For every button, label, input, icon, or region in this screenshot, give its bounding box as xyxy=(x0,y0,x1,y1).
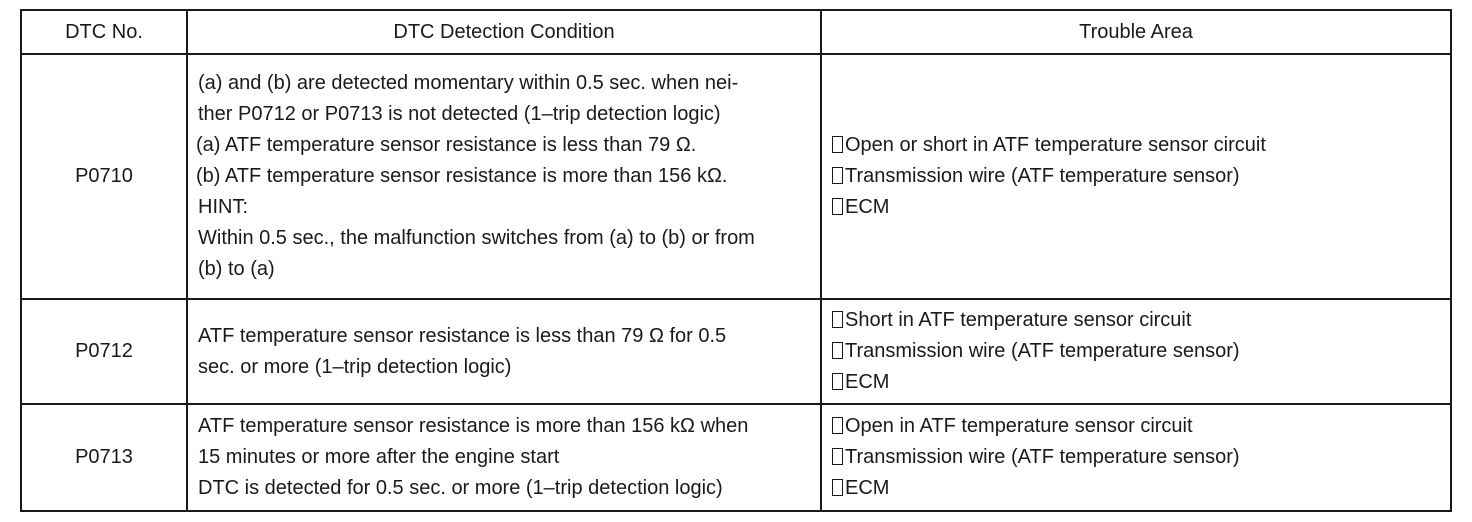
table-row xyxy=(21,404,1451,511)
condition-line: (a) and (b) are detected momentary within 0.5 sec. when nei- xyxy=(198,72,739,94)
trouble-item xyxy=(832,473,1440,504)
checkbox-bullet-icon xyxy=(832,342,843,359)
trouble-area xyxy=(821,54,1451,299)
table-row xyxy=(21,299,1451,404)
trouble-item-text: ECM xyxy=(845,371,890,393)
trouble-item-text: Transmission wire (ATF temperature sensor) xyxy=(845,340,1240,362)
dtc-table xyxy=(20,9,1452,512)
condition-line: DTC is detected for 0.5 sec. or more (1–trip detection logic) xyxy=(198,477,723,499)
condition-line: 15 minutes or more after the engine start xyxy=(198,446,560,468)
trouble-item xyxy=(832,130,1440,161)
table-header-row xyxy=(21,10,1451,54)
checkbox-bullet-icon xyxy=(832,136,843,153)
condition-line: ATF temperature sensor resistance is less than 79 Ω for 0.5 xyxy=(198,324,727,347)
trouble-item-text: Open in ATF temperature sensor circuit xyxy=(845,415,1193,437)
condition-line: sec. or more (1–trip detection logic) xyxy=(198,355,512,378)
checkbox-bullet-icon xyxy=(832,167,843,184)
trouble-item xyxy=(832,367,1440,398)
detection-condition xyxy=(187,54,821,299)
checkbox-bullet-icon xyxy=(832,417,843,434)
trouble-item xyxy=(832,442,1440,473)
trouble-item-text: Short in ATF temperature sensor circuit xyxy=(845,309,1192,331)
condition-line: (a) ATF temperature sensor resistance is less than 79 Ω. xyxy=(196,134,697,156)
table-row xyxy=(21,54,1451,299)
condition-line: ATF temperature sensor resistance is more than 156 kΩ when xyxy=(198,415,749,437)
dtc-code: P0712 xyxy=(21,299,187,404)
dtc-code: P0713 xyxy=(21,404,187,511)
trouble-item xyxy=(832,161,1440,192)
condition-line: (b) ATF temperature sensor resistance is more than 156 kΩ. xyxy=(196,165,728,187)
condition-line: ther P0712 or P0713 is not detected (1–trip detection logic) xyxy=(198,103,721,125)
header-detection-condition: DTC Detection Condition xyxy=(187,10,821,54)
checkbox-bullet-icon xyxy=(832,198,843,215)
trouble-item xyxy=(832,336,1440,367)
header-dtc-no: DTC No. xyxy=(21,10,187,54)
trouble-item-text: Transmission wire (ATF temperature sensor) xyxy=(845,165,1240,187)
trouble-item-text: Transmission wire (ATF temperature sensor) xyxy=(845,446,1240,468)
trouble-item-text: Open or short in ATF temperature sensor circuit xyxy=(845,134,1266,156)
detection-condition xyxy=(187,404,821,511)
detection-condition xyxy=(187,299,821,404)
condition-line: (b) to (a) xyxy=(198,258,275,280)
trouble-area xyxy=(821,404,1451,511)
dtc-code: P0710 xyxy=(21,54,187,299)
checkbox-bullet-icon xyxy=(832,311,843,328)
trouble-item xyxy=(832,411,1440,442)
trouble-item-text: ECM xyxy=(845,196,890,218)
header-trouble-area: Trouble Area xyxy=(821,10,1451,54)
trouble-item xyxy=(832,192,1440,223)
checkbox-bullet-icon xyxy=(832,479,843,496)
condition-line: Within 0.5 sec., the malfunction switches from (a) to (b) or from xyxy=(198,227,755,249)
trouble-item-text: ECM xyxy=(845,477,890,499)
trouble-item xyxy=(832,305,1440,336)
checkbox-bullet-icon xyxy=(832,448,843,465)
checkbox-bullet-icon xyxy=(832,373,843,390)
condition-line: HINT: xyxy=(198,196,248,218)
trouble-area xyxy=(821,299,1451,404)
